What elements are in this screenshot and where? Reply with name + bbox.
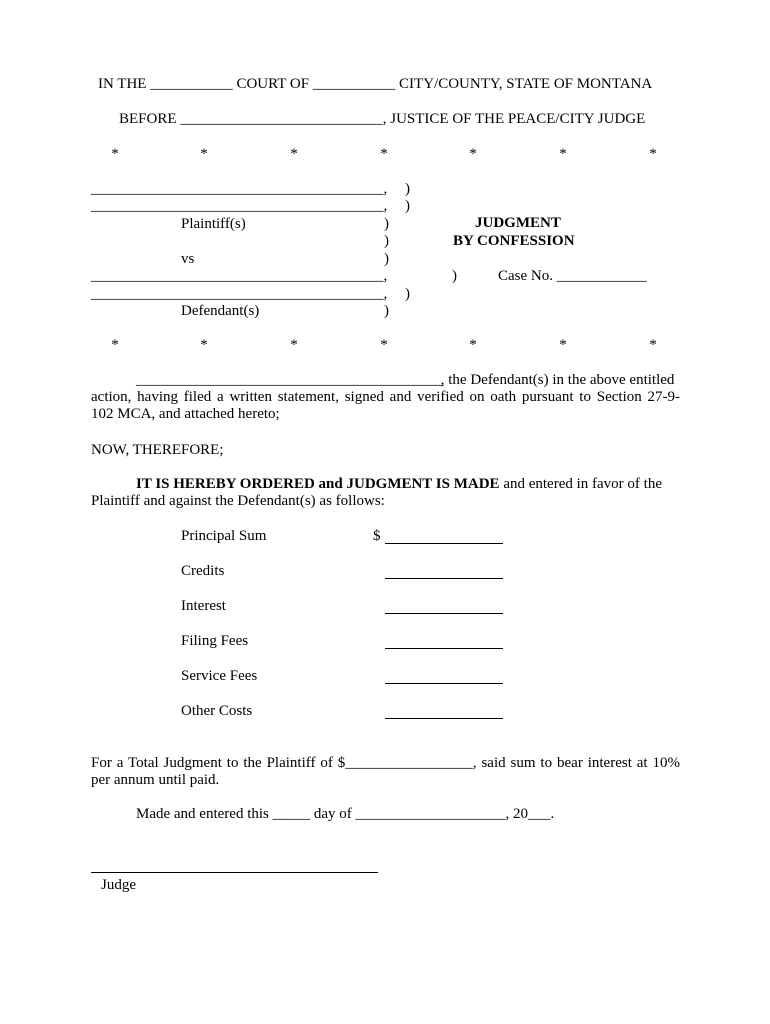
plaintiff-label: Plaintiff(s) xyxy=(181,216,246,232)
intro-line-1: , the Defendant(s) in the above entitled xyxy=(437,372,675,388)
order-line-1 xyxy=(136,476,662,493)
separator-star: * xyxy=(290,146,298,162)
amount-blank-filing-fees xyxy=(385,648,503,649)
separator-star: * xyxy=(469,337,477,353)
total-line-2: per annum until paid. xyxy=(91,772,220,788)
caption-paren: ) xyxy=(405,181,410,197)
separator-star: * xyxy=(290,337,298,353)
separator-star: * xyxy=(559,146,567,162)
separator-star: * xyxy=(649,146,657,162)
caption-paren: ) xyxy=(384,303,389,319)
separator-star: * xyxy=(200,146,208,162)
separator-star: * xyxy=(559,337,567,353)
defendant-label: Defendant(s) xyxy=(181,303,260,319)
order-bold-text: IT IS HEREBY ORDERED and JUDGMENT IS MADE xyxy=(136,476,500,492)
intro-line-3: 102 MCA, and attached hereto; xyxy=(91,406,280,422)
amount-label-filing-fees: Filing Fees xyxy=(181,633,249,649)
before-line: BEFORE ___________________________, JUSTICE OF THE PEACE/CITY JUDGE xyxy=(119,111,646,127)
case-number-field: Case No. ____________ xyxy=(498,268,647,284)
intro-line-2: action, having filed a written statement, signed and verified on oath pursuant to Section 27-9- xyxy=(91,389,680,405)
now-therefore: NOW, THEREFORE; xyxy=(91,442,224,458)
document-title-line-1: JUDGMENT xyxy=(475,215,561,231)
order-text: and entered in favor of the xyxy=(499,476,662,492)
document-title-line-2: BY CONFESSION xyxy=(453,233,575,249)
caption-paren: ) xyxy=(384,216,389,232)
total-line-1: For a Total Judgment to the Plaintiff of $_________________, said sum to bear interest at 10% xyxy=(91,755,680,771)
separator-star: * xyxy=(469,146,477,162)
separator-star: * xyxy=(380,337,388,353)
amount-blank-service-fees xyxy=(385,683,503,684)
defendant-name-line: _______________________________________, xyxy=(91,268,388,284)
amount-blank-other-costs xyxy=(385,718,503,719)
plaintiff-name-line: _______________________________________, xyxy=(91,181,388,197)
defendant-name-blank: _________________________________________ xyxy=(136,372,444,388)
entered-date-line: Made and entered this _____ day of ____________________, 20___. xyxy=(136,806,555,822)
amount-label-principal-sum: Principal Sum xyxy=(181,528,267,544)
caption-paren: ) xyxy=(405,286,410,302)
amount-label-service-fees: Service Fees xyxy=(181,668,258,684)
judge-label: Judge xyxy=(101,877,136,893)
separator-star: * xyxy=(111,337,119,353)
order-line-2: Plaintiff and against the Defendant(s) as follows: xyxy=(91,493,385,509)
plaintiff-name-line: _______________________________________, xyxy=(91,198,388,214)
separator-star: * xyxy=(111,146,119,162)
amount-label-other-costs: Other Costs xyxy=(181,703,253,719)
amount-label-interest: Interest xyxy=(181,598,226,614)
caption-paren: ) xyxy=(384,251,389,267)
signature-line xyxy=(91,872,378,873)
defendant-name-line: _______________________________________, xyxy=(91,286,388,302)
vs-label: vs xyxy=(181,251,195,267)
currency-symbol: $ xyxy=(373,528,381,544)
separator-star: * xyxy=(380,146,388,162)
amount-blank-credits xyxy=(385,578,503,579)
amount-label-credits: Credits xyxy=(181,563,225,579)
amount-blank-interest xyxy=(385,613,503,614)
caption-paren: ) xyxy=(384,233,389,249)
caption-paren: ) xyxy=(452,268,457,284)
caption-paren: ) xyxy=(405,198,410,214)
separator-star: * xyxy=(649,337,657,353)
court-line: IN THE ___________ COURT OF ___________ CITY/COUNTY, STATE OF MONTANA xyxy=(98,76,653,92)
separator-star: * xyxy=(200,337,208,353)
amount-blank-principal-sum xyxy=(385,543,503,544)
